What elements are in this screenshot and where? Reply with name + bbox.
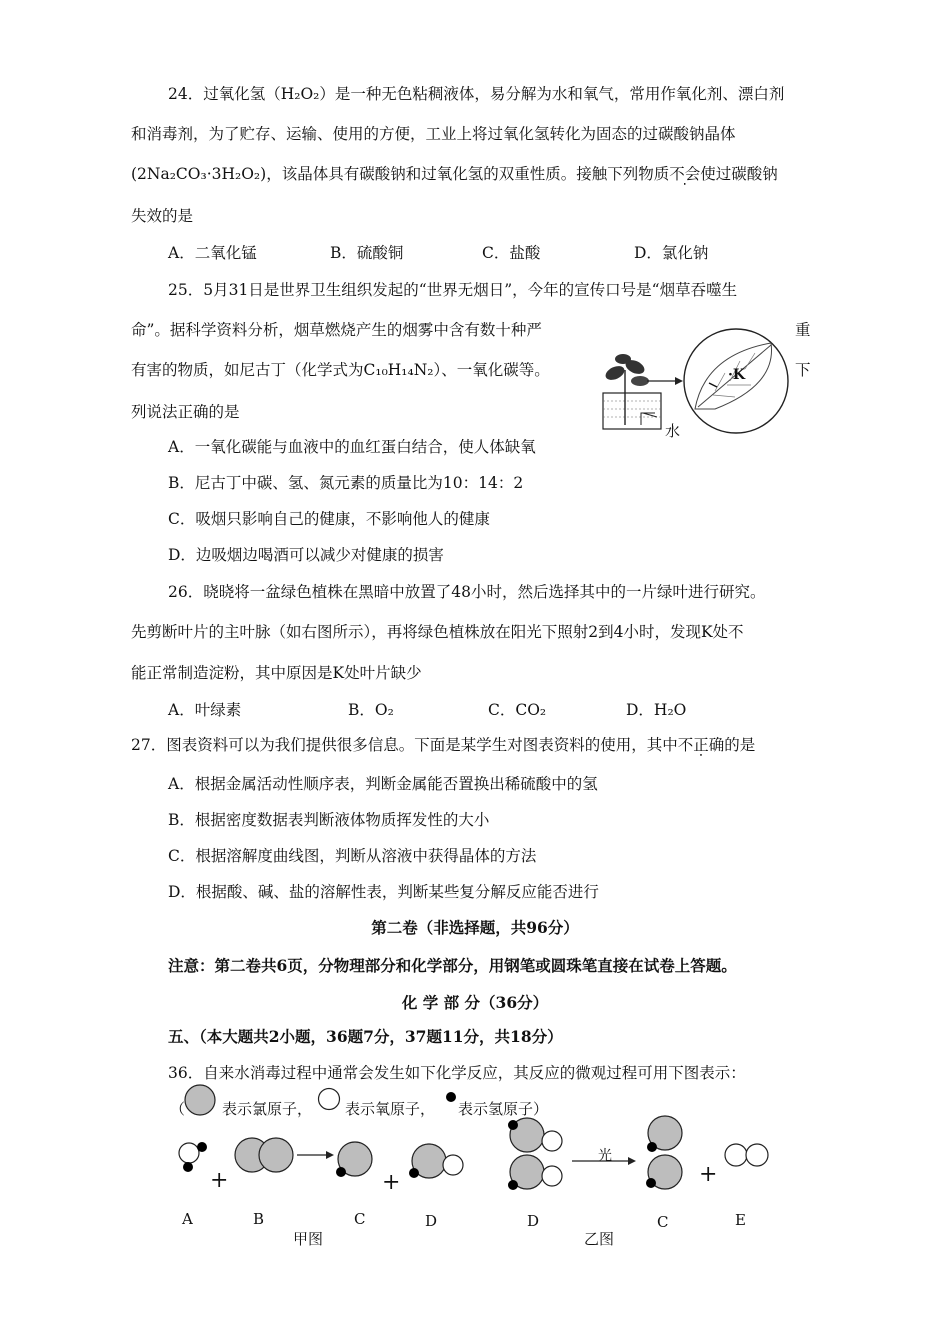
- label-b: B: [253, 1210, 265, 1228]
- part2-title: 第二卷（非选择题，共96分）: [371, 918, 579, 937]
- reaction-diagram: [170, 1115, 780, 1195]
- q25-option-d: D．边吸烟边喝酒可以减少对健康的损害: [168, 546, 444, 564]
- molecule-c-3: [646, 1155, 682, 1189]
- figure-yi-caption: 乙图: [584, 1230, 615, 1248]
- light-label: 光: [598, 1148, 612, 1164]
- label-e: E: [735, 1211, 746, 1229]
- q24-option-b: B．硫酸铜: [330, 244, 404, 262]
- q25-line-1: 25．5月31日是世界卫生组织发起的“世界无烟日”，今年的宣传口号是“烟草吞噬生: [168, 281, 738, 299]
- legend-hydrogen: 表示氢原子）: [458, 1100, 549, 1118]
- legend-chlorine: 表示氯原子，: [222, 1100, 313, 1118]
- molecule-d-3: [508, 1155, 562, 1190]
- q27-option-c: C．根据溶解度曲线图，判断从溶液中获得晶体的方法: [168, 847, 537, 865]
- q25-line-3: 有害的物质，如尼古丁（化学式为C₁₀H₁₄N₂）、一氧化碳等。: [131, 361, 550, 379]
- plus-sign-2: +: [382, 1170, 401, 1195]
- q26-option-b: B．O₂: [348, 701, 394, 719]
- molecule-c-2: [647, 1116, 682, 1152]
- label-a: A: [182, 1210, 193, 1228]
- q26-line-1: 26．晓晓将一盆绿色植株在黑暗中放置了48小时，然后选择其中的一片绿叶进行研究。: [168, 583, 766, 601]
- q27-line-1a: 27．图表资料可以为我们提供很多信息。下面是某学生对图表资料的使用，其中: [131, 736, 678, 754]
- q24-option-a: A．二氧化锰: [168, 244, 257, 262]
- hydrogen-atom-icon: [445, 1091, 457, 1103]
- molecule-a: [179, 1142, 207, 1172]
- q24-option-c: C．盐酸: [482, 244, 541, 262]
- q26-line-3: 能正常制造淀粉，其中原因是K处叶片缺少: [131, 664, 422, 682]
- q27-option-d: D．根据酸、碱、盐的溶解性表，判断某些复分解反应能否进行: [168, 883, 599, 901]
- q25-line-2-right: 重: [795, 321, 811, 339]
- molecule-b: [235, 1138, 293, 1172]
- q24-emphasis: 不会: [669, 165, 701, 183]
- q25-option-b: B．尼古丁中碳、氢、氮元素的质量比为10：14：2: [168, 474, 524, 492]
- q24-line-3b: 使过碳酸钠: [700, 165, 778, 183]
- q27-option-b: B．根据密度数据表判断液体物质挥发性的大小: [168, 811, 490, 829]
- q26-option-d: D．H₂O: [626, 701, 687, 719]
- q26-option-c: C．CO₂: [488, 701, 547, 719]
- q24-line-3a: (2Na₂CO₃·3H₂O₂)，该晶体具有碳酸钠和过氧化氢的双重性质。接触下列物质: [131, 165, 670, 183]
- label-c-2: C: [657, 1213, 669, 1231]
- molecule-e: [725, 1144, 768, 1166]
- q26-line-2: 先剪断叶片的主叶脉（如右图所示），再将绿色植株放在阳光下照射2到4小时，发现K处不: [131, 623, 744, 641]
- molecule-d-2: [508, 1118, 562, 1152]
- q25-option-a: A．一氧化碳能与血液中的血红蛋白结合，使人体缺氧: [168, 438, 536, 456]
- q24-line-3: [131, 164, 778, 184]
- legend-oxygen: 表示氧原子，: [345, 1100, 436, 1118]
- q24-line-2: 和消毒剂，为了贮存、运输、使用的方便，工业上将过氧化氢转化为固态的过碳酸钠晶体: [131, 125, 736, 143]
- q26-option-a: A．叶绿素: [168, 701, 242, 719]
- q25-line-4: 列说法正确的是: [131, 403, 240, 421]
- q27-line-1: [131, 735, 755, 755]
- label-d-2: D: [527, 1212, 540, 1230]
- q25-option-c: C．吸烟只影响自己的健康，不影响他人的健康: [168, 510, 490, 528]
- legend-open-paren: （: [170, 1100, 186, 1118]
- plus-sign-3: +: [699, 1162, 718, 1187]
- q25-line-3-right: 下: [795, 361, 811, 379]
- q27-option-a: A．根据金属活动性顺序表，判断金属能否置换出稀硫酸中的氢: [168, 775, 598, 793]
- chlorine-atom-icon: [183, 1083, 217, 1117]
- label-c-1: C: [354, 1210, 366, 1228]
- part2-note: 注意：第二卷共6页，分物理部分和化学部分，用钢笔或圆珠笔直接在试卷上答题。: [168, 956, 737, 975]
- figure-label-water: 水: [665, 422, 681, 440]
- chem-section-title: 化 学 部 分（36分）: [401, 993, 549, 1012]
- plus-sign-1: +: [210, 1168, 229, 1193]
- figure-jia-caption: 甲图: [293, 1230, 324, 1248]
- figure-label-k: ·K: [728, 367, 746, 383]
- q24-option-d: D．氯化钠: [634, 244, 709, 262]
- q27-line-1b: 的是: [724, 736, 756, 754]
- q24-line-1: 24．过氧化氢（H₂O₂）是一种无色粘稠液体，易分解为水和氧气，常用作氧化剂、漂白剂: [168, 85, 785, 103]
- label-d-1: D: [425, 1212, 438, 1230]
- oxygen-atom-icon: [317, 1087, 341, 1111]
- molecule-c-1: [336, 1142, 372, 1177]
- plant-leaf-figure: [595, 325, 795, 440]
- q25-line-2: 命”。据科学资料分析，烟草燃烧产生的烟雾中含有数十种严: [131, 321, 542, 339]
- section-5-heading: 五、（本大题共2小题，36题7分，37题11分，共18分）: [168, 1027, 563, 1046]
- q36-line-1: 36．自来水消毒过程中通常会发生如下化学反应，其反应的微观过程可用下图表示：: [168, 1064, 746, 1082]
- q24-line-4: 失效的是: [131, 207, 194, 225]
- q27-emphasis: 不正确: [677, 736, 725, 754]
- molecule-d-1: [409, 1144, 463, 1178]
